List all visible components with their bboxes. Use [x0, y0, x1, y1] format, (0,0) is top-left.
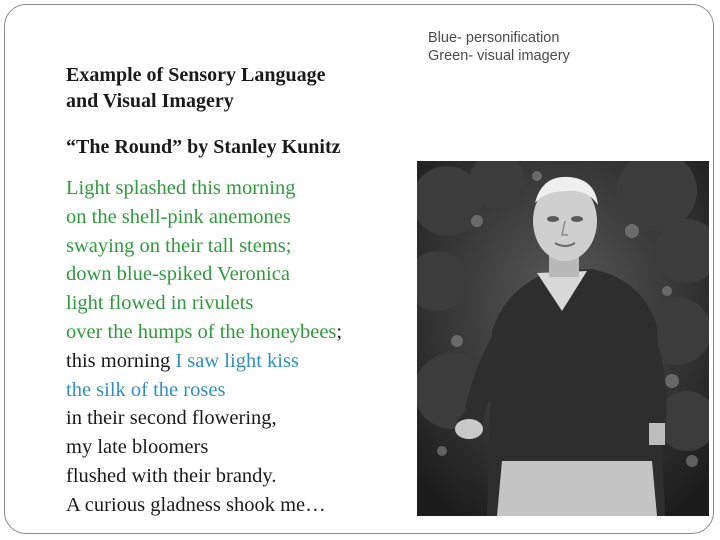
legend-blue: Blue- personification [428, 30, 560, 46]
poem-line: Light splashed this morning [66, 177, 296, 199]
poem-line: flushed with their brandy. [66, 464, 277, 487]
poem-line-blue-part: I saw light kiss [175, 349, 299, 372]
poem-line: light flowed in rivulets [66, 292, 254, 315]
poem-line-plain-part: this morning [66, 349, 176, 372]
poem-line: down blue-spiked Veronica [66, 263, 290, 286]
poem-line: the silk of the roses [66, 378, 226, 401]
poem-text [66, 174, 342, 520]
poem-line [66, 318, 342, 347]
poem-line-plain-part: ; [336, 320, 343, 343]
poem-line-green-part: over the humps of the honeybees [66, 320, 337, 343]
author-photo-illustration [417, 161, 709, 516]
poem-line: on the shell-pink anemones [66, 205, 291, 228]
poem-title: “The Round” by Stanley Kunitz [66, 136, 341, 158]
poem-line [66, 347, 342, 376]
heading-line-2: and Visual Imagery [66, 90, 234, 112]
poem-line: swaying on their tall stems; [66, 234, 292, 257]
poem-line: in their second flowering, [66, 407, 277, 430]
poem-line: A curious gladness shook me… [66, 493, 326, 516]
legend-green: Green- visual imagery [428, 48, 570, 64]
heading-line-1: Example of Sensory Language [66, 64, 326, 86]
color-legend [428, 29, 570, 65]
slide-heading [66, 62, 406, 114]
author-photo [417, 161, 709, 516]
poem-line: my late bloomers [66, 436, 209, 459]
